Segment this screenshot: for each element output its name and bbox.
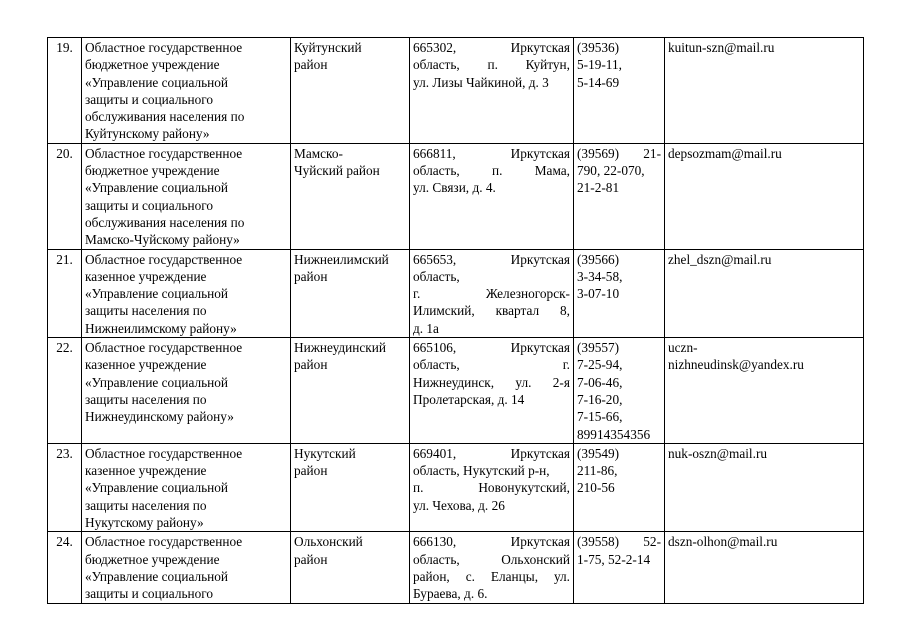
address-line-part: Куйтун, <box>525 57 570 73</box>
organization-line: защиты населения по <box>85 303 207 319</box>
district-name <box>291 143 410 249</box>
phone-line-part: 21- <box>643 145 661 161</box>
address <box>410 532 574 603</box>
phone-numbers <box>574 532 665 603</box>
table-row <box>48 143 864 249</box>
phone-line-part: 790, 22-070, <box>577 163 645 179</box>
email-address <box>665 443 864 531</box>
phone-line-part: 7-06-46, <box>577 374 623 390</box>
address-line <box>413 339 570 356</box>
address-line-part: область, <box>413 163 460 179</box>
phone-line <box>577 179 661 196</box>
address-line <box>413 374 570 391</box>
address-line-part: п. <box>487 57 498 73</box>
organization-line: бюджетное учреждение <box>85 551 220 567</box>
address-line <box>413 179 570 196</box>
phone-line <box>577 339 661 356</box>
phone-line <box>577 551 661 568</box>
address-line-part: область, <box>413 57 460 73</box>
address-line-part: п. <box>492 163 503 179</box>
district-line: Мамско- <box>294 145 343 161</box>
organization-line: «Управление социальной <box>85 480 229 496</box>
organization-line: бюджетное учреждение <box>85 57 220 73</box>
phone-line-part: (39549) <box>577 445 620 461</box>
table-row <box>48 532 864 603</box>
address-line-part: Мама, <box>534 163 570 179</box>
address-line <box>413 462 570 479</box>
address-line <box>413 39 570 56</box>
phone-line <box>577 374 661 391</box>
address-line-part: 669401, <box>413 445 457 461</box>
address-line-part: район, <box>413 568 450 584</box>
address-line <box>413 320 570 337</box>
organization-line: бюджетное учреждение <box>85 163 220 179</box>
phone-line-part: (39536) <box>577 40 620 55</box>
phone-line <box>577 162 661 179</box>
address-line-part: ул. Связи, д. 4. <box>413 180 496 196</box>
address-line-part: Иркутская <box>510 40 570 55</box>
address-line-part: г. <box>413 286 421 302</box>
organization-line: «Управление социальной <box>85 568 229 584</box>
address-line-part: Ольхонский <box>501 551 570 567</box>
organization-line: обслуживания населения по <box>85 214 245 230</box>
email-address <box>665 143 864 249</box>
address-line-part: ул. Чехова, д. 26 <box>413 497 505 513</box>
phone-line <box>577 145 661 162</box>
table-row <box>48 38 864 144</box>
address-line-part: 666130, <box>413 534 457 550</box>
organization-name <box>82 532 291 603</box>
address-line <box>413 145 570 162</box>
district-line: район <box>294 551 328 567</box>
table-row <box>48 338 864 444</box>
email-line: uczn- <box>668 340 698 356</box>
organization-line: казенное учреждение <box>85 357 207 373</box>
address-line-part: Иркутская <box>510 340 570 356</box>
organization-name <box>82 143 291 249</box>
organization-name <box>82 338 291 444</box>
phone-line-part: 89914354356 <box>577 426 651 442</box>
row-number: 19. <box>48 38 82 144</box>
organization-line: Областное государственное <box>85 145 243 161</box>
organization-line: защиты населения по <box>85 497 207 513</box>
district-name <box>291 249 410 337</box>
email-address <box>665 249 864 337</box>
organization-line: Нижнеилимскому району» <box>85 320 237 336</box>
row-number: 21. <box>48 249 82 337</box>
email-line: kuitun-szn@mail.ru <box>668 40 775 55</box>
row-number: 23. <box>48 443 82 531</box>
phone-line <box>577 462 661 479</box>
phone-line-part: 7-16-20, <box>577 391 623 407</box>
district-name <box>291 338 410 444</box>
organization-line: обслуживания населения по <box>85 109 245 125</box>
organization-line: «Управление социальной <box>85 374 229 390</box>
address-line-part: Бураева, д. 6. <box>413 586 488 602</box>
address-line <box>413 74 570 91</box>
address-line-part: с. <box>465 568 475 584</box>
phone-line <box>577 356 661 373</box>
email-address <box>665 532 864 603</box>
organization-line: Областное государственное <box>85 340 243 356</box>
address-line-part: 2-я <box>552 374 570 390</box>
phone-line <box>577 391 661 408</box>
phone-line <box>577 408 661 425</box>
phone-line <box>577 251 661 268</box>
district-line: район <box>294 357 328 373</box>
address-line-part: ул. <box>515 374 532 390</box>
address-line <box>413 302 570 319</box>
address-line-part: 665653, <box>413 251 457 267</box>
email-line: zhel_dszn@mail.ru <box>668 251 772 267</box>
district-line: район <box>294 57 328 73</box>
address-line-part: г. <box>562 357 570 373</box>
organization-name <box>82 249 291 337</box>
address-line-part: Иркутская <box>510 251 570 267</box>
organization-line: Нижнеудинскому району» <box>85 409 234 425</box>
phone-line-part: (39557) <box>577 340 620 356</box>
address-line <box>413 285 570 302</box>
address-line-part: ул. <box>553 568 570 584</box>
table-row <box>48 249 864 337</box>
phone-line <box>577 426 661 443</box>
organization-line: Областное государственное <box>85 534 243 550</box>
table-row <box>48 443 864 531</box>
phone-line-part: 7-25-94, <box>577 357 623 373</box>
phone-line <box>577 285 661 302</box>
address-line-part: Иркутская <box>510 445 570 461</box>
phone-line <box>577 74 661 91</box>
phone-line <box>577 39 661 56</box>
organization-line: «Управление социальной <box>85 74 229 90</box>
address-line-part: область, <box>413 551 460 567</box>
phone-numbers <box>574 249 665 337</box>
address-line <box>413 497 570 514</box>
address-line-part: ул. Лизы Чайкиной, д. 3 <box>413 74 549 90</box>
address-line-part: Еланцы, <box>490 568 539 584</box>
email-line: nizhneudinsk@yandex.ru <box>668 357 804 373</box>
phone-line <box>577 56 661 73</box>
phone-line <box>577 479 661 496</box>
phone-line-part: 210-56 <box>577 480 615 496</box>
phone-numbers <box>574 338 665 444</box>
district-name <box>291 443 410 531</box>
address <box>410 143 574 249</box>
organization-line: «Управление социальной <box>85 180 229 196</box>
phone-line-part: (39558) <box>577 534 620 550</box>
address-line-part: область, <box>413 357 460 373</box>
address-line-part: Иркутская <box>510 534 570 550</box>
address-line-part: область, <box>413 268 460 284</box>
address <box>410 338 574 444</box>
address-line-part: 665106, <box>413 340 457 356</box>
address-line-part: п. <box>413 480 424 496</box>
organization-line: Куйтунскому району» <box>85 126 210 142</box>
phone-line-part: 7-15-66, <box>577 409 623 425</box>
row-number: 20. <box>48 143 82 249</box>
email-line: dszn-olhon@mail.ru <box>668 534 778 550</box>
address-line-part: 665302, <box>413 40 457 55</box>
organization-line: Областное государственное <box>85 40 243 55</box>
address-line-part: Новонукутский, <box>478 480 570 496</box>
organization-line: казенное учреждение <box>85 463 207 479</box>
phone-line-part: 52- <box>643 534 661 550</box>
organization-line: Областное государственное <box>85 251 243 267</box>
district-line: район <box>294 463 328 479</box>
district-line: Куйтунский <box>294 40 362 55</box>
organization-name <box>82 38 291 144</box>
phone-line-part: 5-19-11, <box>577 57 622 73</box>
address-line <box>413 56 570 73</box>
organization-line: Нукутскому району» <box>85 515 204 531</box>
phone-line <box>577 533 661 550</box>
phone-line-part: 3-34-58, <box>577 268 623 284</box>
address-line-part: квартал <box>495 303 540 319</box>
email-address <box>665 38 864 144</box>
address-line <box>413 568 570 585</box>
phone-numbers <box>574 143 665 249</box>
address-line <box>413 479 570 496</box>
district-line: Ольхонский <box>294 534 363 550</box>
address-line-part: д. 1а <box>413 320 439 336</box>
phone-numbers <box>574 443 665 531</box>
address <box>410 443 574 531</box>
organization-line: защиты и социального <box>85 586 214 602</box>
phone-line-part: 21-2-81 <box>577 180 620 196</box>
phone-line-part: 5-14-69 <box>577 74 620 90</box>
agencies-table <box>47 37 864 604</box>
address <box>410 249 574 337</box>
phone-line-part: 1-75, 52-2-14 <box>577 551 651 567</box>
district-line: Нижнеилимский <box>294 251 389 267</box>
district-line: Нижнеудинский <box>294 340 386 356</box>
phone-numbers <box>574 38 665 144</box>
address-line <box>413 391 570 408</box>
address-line-part: Нижнеудинск, <box>413 374 495 390</box>
phone-line <box>577 445 661 462</box>
address-line-part: 8, <box>560 303 570 319</box>
address-line <box>413 251 570 268</box>
organization-line: «Управление социальной <box>85 286 229 302</box>
email-line: nuk-oszn@mail.ru <box>668 445 768 461</box>
row-number: 22. <box>48 338 82 444</box>
organization-line: защиты и социального <box>85 91 214 107</box>
phone-line-part: (39569) <box>577 145 620 161</box>
address-line <box>413 162 570 179</box>
district-line: Чуйский район <box>294 163 380 179</box>
address-line <box>413 533 570 550</box>
organization-line: казенное учреждение <box>85 268 207 284</box>
district-line: район <box>294 268 328 284</box>
row-number: 24. <box>48 532 82 603</box>
email-address <box>665 338 864 444</box>
phone-line-part: (39566) <box>577 251 620 267</box>
organization-name <box>82 443 291 531</box>
phone-line <box>577 268 661 285</box>
address-line <box>413 551 570 568</box>
organization-line: защиты населения по <box>85 391 207 407</box>
address-line <box>413 356 570 373</box>
address-line-part: область, Нукутский р-н, <box>413 463 550 479</box>
address-line <box>413 445 570 462</box>
address-line-part: 666811, <box>413 145 456 161</box>
address-line-part: Иркутская <box>510 145 570 161</box>
organization-line: Мамско-Чуйскому району» <box>85 232 240 248</box>
address-line <box>413 585 570 602</box>
district-line: Нукутский <box>294 445 356 461</box>
address-line-part: Железногорск- <box>485 286 570 302</box>
phone-line-part: 211-86, <box>577 463 618 479</box>
address-line-part: Илимский, <box>413 303 475 319</box>
organization-line: защиты и социального <box>85 197 214 213</box>
address-line <box>413 268 570 285</box>
district-name <box>291 532 410 603</box>
address <box>410 38 574 144</box>
address-line-part: Пролетарская, д. 14 <box>413 391 525 407</box>
district-name <box>291 38 410 144</box>
phone-line-part: 3-07-10 <box>577 286 620 302</box>
email-line: depsozmam@mail.ru <box>668 145 782 161</box>
agencies-table-body <box>48 38 864 604</box>
organization-line: Областное государственное <box>85 445 243 461</box>
